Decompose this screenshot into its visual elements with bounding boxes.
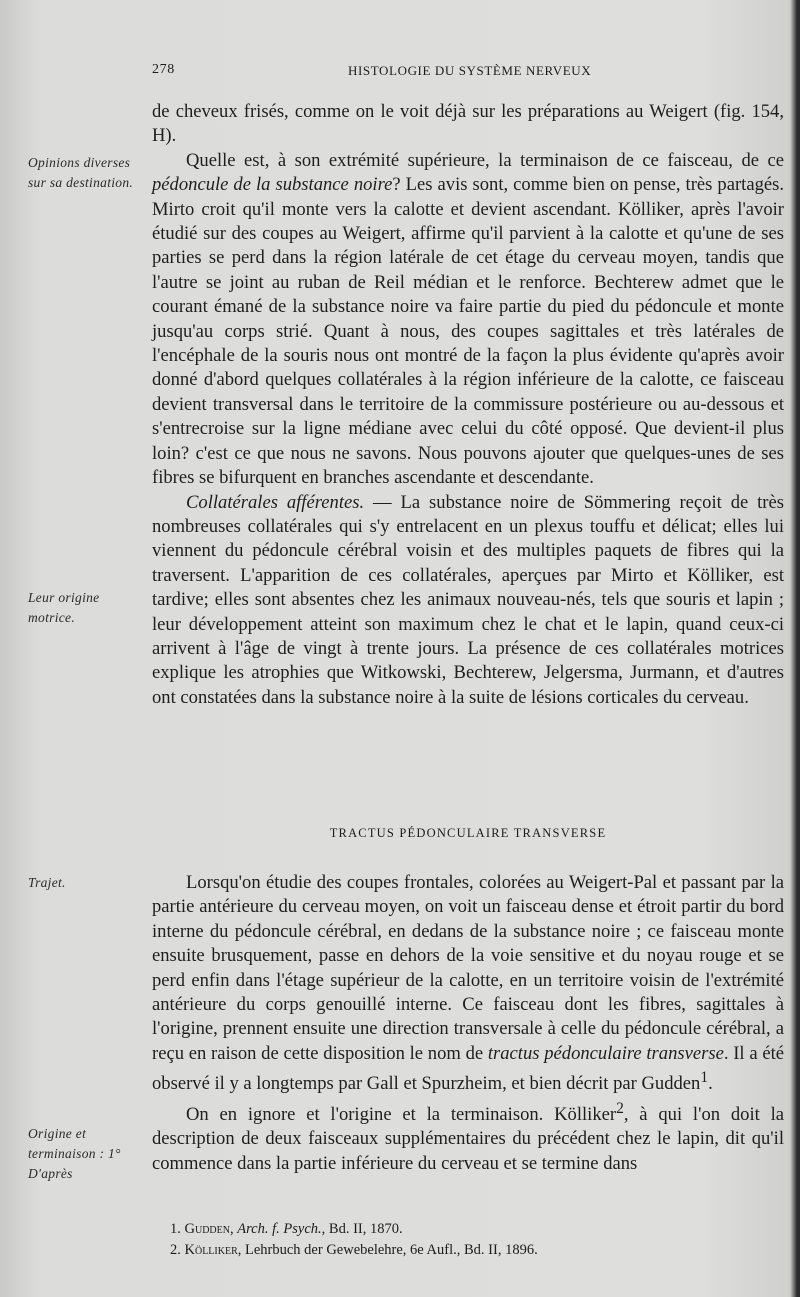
margin-note-opinions: Opinions diverses sur sa destination.: [28, 155, 134, 190]
footnote-ref-2: 2: [616, 1099, 624, 1117]
footnote-1: 1. Gudden, Arch. f. Psych., Bd. II, 1870.: [170, 1221, 403, 1237]
margin-note-origine-terminaison: Origine et terminaison : 1° D'après: [28, 1126, 121, 1181]
footnotes: [170, 1219, 770, 1261]
page-number: 278: [152, 62, 175, 77]
body-text-lower: [152, 871, 784, 1176]
paragraph-tractus: Lorsqu'on étudie des coupes frontales, colorées au Weigert-Pal et passant par la partie antérieure du cerveau moyen, on voit un faisceau dense et étroit partir du bord interne du pédoncule cérébral, en dedans de la substance noire ; ce faisceau monte ensuite brusquement, passe en dehors de la voie sensitive et du noyau rouge et se perd enfin dans l'étage supérieur de la calotte, en un territoire voisin de l'extrémité antérieure du corps genouillé interne. Ce faisceau dont les fibres, sagittales à l'origine, prennent ensuite une direction transversale à celle du pédoncule cérébral, a reçu en raison de cette disposition le nom de tractus pédonculaire transverse. Il a été observé il y a longtemps par Gall et Spurzheim, et bien décrit par Gudden$^1$.: [152, 872, 784, 1095]
margin-note-trajet: Trajet.: [28, 875, 66, 890]
margin-note-origine-motrice: Leur origine motrice.: [28, 590, 100, 625]
footnote-2: 2. Kölliker, Lehrbuch der Gewebelehre, 6e Aufl., Bd. II, 1896.: [170, 1242, 538, 1258]
section-title: TRACTUS PÉDONCULAIRE TRANSVERSE: [329, 826, 607, 840]
footnote-ref-1: 1: [700, 1069, 709, 1087]
paragraph-terminaison: Quelle est, à son extrémité supérieure, la terminaison de ce faisceau, de ce pédoncule de la substance noire? Les avis sont, comme bien on pense, très partagés. Mirto croit qu'il monte vers la calotte et devient ascendant. Kölliker, après l'avoir étudié sur des coupes au Weigert, affirme qu'il parvient à la calotte et qu'une de ses parties se perd dans la région latérale de cet étage du cerveau moyen, tandis que l'autre se joint au ruban de Reil médian et le renforce. Bechterew admet que le courant émané de la substance noire va faire partie du pied du pédoncule et monte jusqu'au corps strié. Quant à nous, des coupes sagittales et très latérales de l'encéphale de la souris nous ont montré de la façon la plus évidente qu'après avoir donné d'abord quelques collatérales à la région inférieure de la calotte, ce faisceau devient transversal dans le territoire de la commissure postérieure ou au-dessous et s'entrecroise sur la ligne médiane avec celui du côté opposé. Que devient-il plus loin? c'est ce que nous ne savons. Nous pouvons ajouter que quelques-unes de ses fibres se bifurquent en branches ascendante et descendante.: [152, 149, 785, 489]
paragraph-collaterales: Collatérales afférentes. — La substance noire de Sömmering reçoit de très nombreuses collatérales qui s'y entrelacent en un plexus touffu et délicat; elles lui viennent du pédoncule cérébral voisin et des multiples paquets de fibres qui la traversent. L'apparition de ces collatérales, aperçues par Mirto et Kölliker, est tardive; elles sont absentes chez les animaux nouveau-nés, tels que souris et lapin ; leur développement atteint son maximum chez le chat et le lapin, quand ceux-ci arrivent à l'âge de vingt à trente jours. La présence de ces collatérales motrices explique les atrophies que Witkowski, Bechterew, Jelgersma, Jurmann, et d'autres ont constatées dans la substance noire à la suite de lésions corticales du cerveau.: [152, 491, 784, 708]
paragraph-origine: On en ignore et l'origine et la terminaison. Kölliker$^2$, à qui l'on doit la description de deux faisceaux supplémentaires du précédent chez le lapin, dit qu'il commence dans la partie inférieure du cerveau et se termine dans: [152, 1099, 785, 1174]
paragraph-continuation: de cheveux frisés, comme on le voit déjà sur les préparations au Weigert (fig. 154, H).: [152, 101, 784, 147]
running-title: HISTOLOGIE DU SYSTÈME NERVEUX: [348, 63, 592, 78]
body-text-upper: [152, 100, 784, 710]
